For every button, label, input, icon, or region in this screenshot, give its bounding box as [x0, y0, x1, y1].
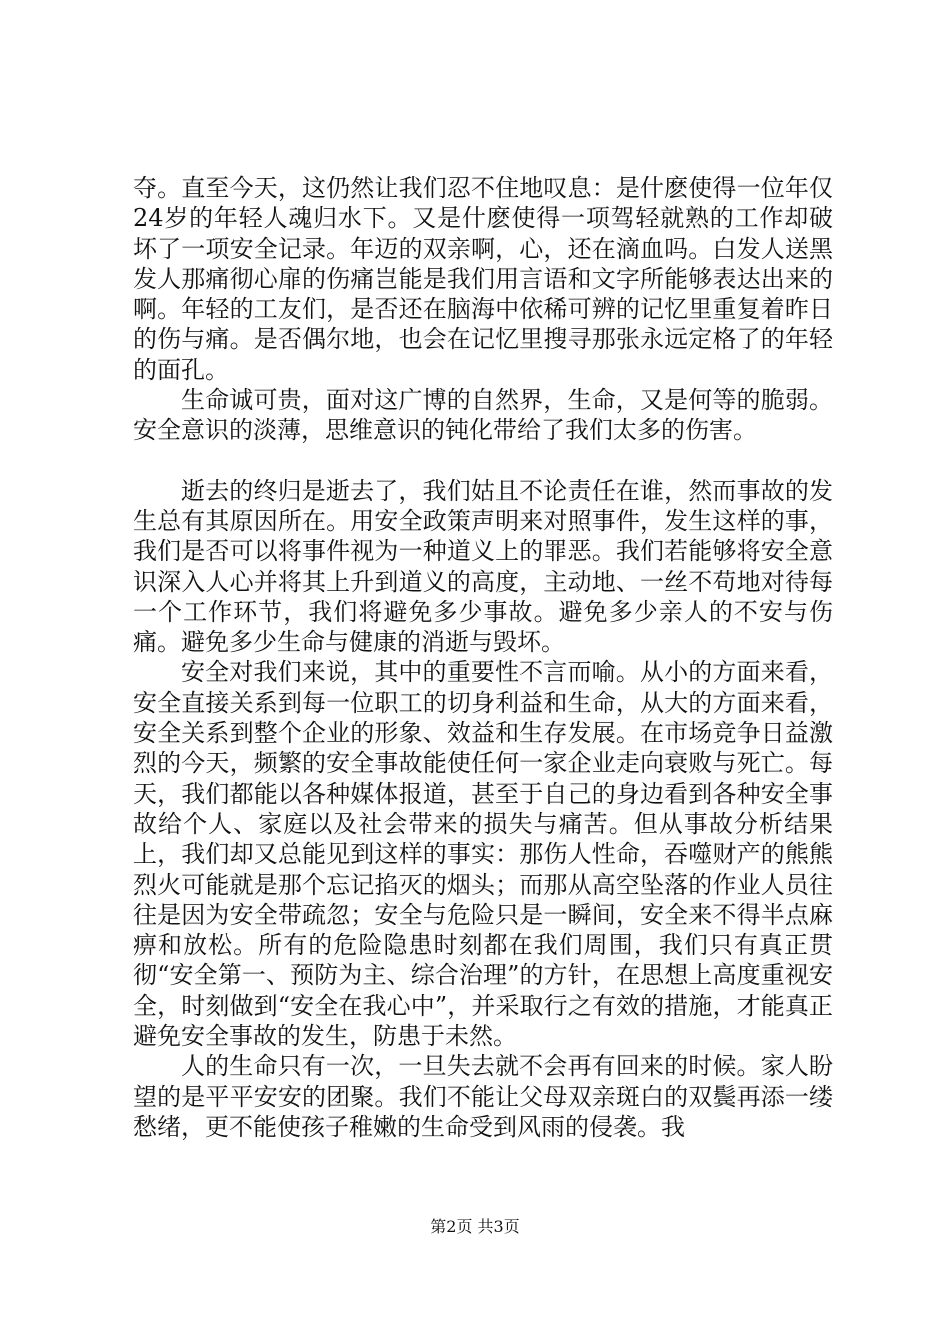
paragraph-4: 安全对我们来说，其中的重要性不言而喻。从小的方面来看，安全直接关系到每一位职工的切身利益和生命，从大的方面来看，安全关系到整个企业的形象、效益和生存发展。在市场竞争日益激烈的今天，频繁的安全事故能使任何一家企业走向衰败与死亡。每天，我们都能以各种媒体报道，甚至于自己的身边看到各种安全事故给个人、家庭以及社会带来的损失与痛苦。但从事故分析结果上，我们却又总能见到这样的事实：那伤人性命，吞噬财产的熊熊烈火可能就是那个忘记掐灭的烟头；而那从高空坠落的作业人员往往是因为安全带疏忽；安全与危险只是一瞬间，安全来不得半点麻痹和放松。所有的危险隐患时刻都在我们周围，我们只有真正贯彻“安全第一、预防为主、综合治理”的方针，在思想上高度重视安全，时刻做到“安全在我心中”，并采取行之有效的措施，才能真正避免安全事故的发生，防患于未然。 [133, 658, 833, 1051]
page-number-footer: 第2页 共3页 [430, 1217, 520, 1236]
document-body [133, 173, 833, 1142]
paragraph-spacer [133, 446, 833, 476]
paragraph-1: 夺。直至今天，这仍然让我们忍不住地叹息：是什麽使得一位年仅24岁的年轻人魂归水下。又是什麽使得一项驾轻就熟的工作却破坏了一项安全记录。年迈的双亲啊，心，还在滴血吗。白发人送黑发人那痛彻心扉的伤痛岂能是我们用言语和文字所能够表达出来的啊。年轻的工友们，是否还在脑海中依稀可辨的记忆里重复着昨日的伤与痛。是否偶尔地，也会在记忆里搜寻那张永远定格了的年轻的面孔。 [133, 174, 833, 384]
paragraph-5: 人的生命只有一次，一旦失去就不会再有回来的时候。家人盼望的是平平安安的团聚。我们不能让父母双亲斑白的双鬓再添一缕愁绪，更不能使孩子稚嫩的生命受到风雨的侵袭。我 [133, 1052, 833, 1141]
paragraph-2: 生命诚可贵，面对这广博的自然界，生命，又是何等的脆弱。安全意识的淡薄，思维意识的钝化带给了我们太多的伤害。 [133, 386, 833, 445]
paragraph-3: 逝去的终归是逝去了，我们姑且不论责任在谁，然而事故的发生总有其原因所在。用安全政策声明来对照事件，发生这样的事，我们是否可以将事件视为一种道义上的罪恶。我们若能够将安全意识深入人心并将其上升到道义的高度，主动地、一丝不苟地对待每一个工作环节，我们将避免多少事故。避免多少亲人的不安与伤痛。避免多少生命与健康的消逝与毁坏。 [133, 476, 833, 657]
